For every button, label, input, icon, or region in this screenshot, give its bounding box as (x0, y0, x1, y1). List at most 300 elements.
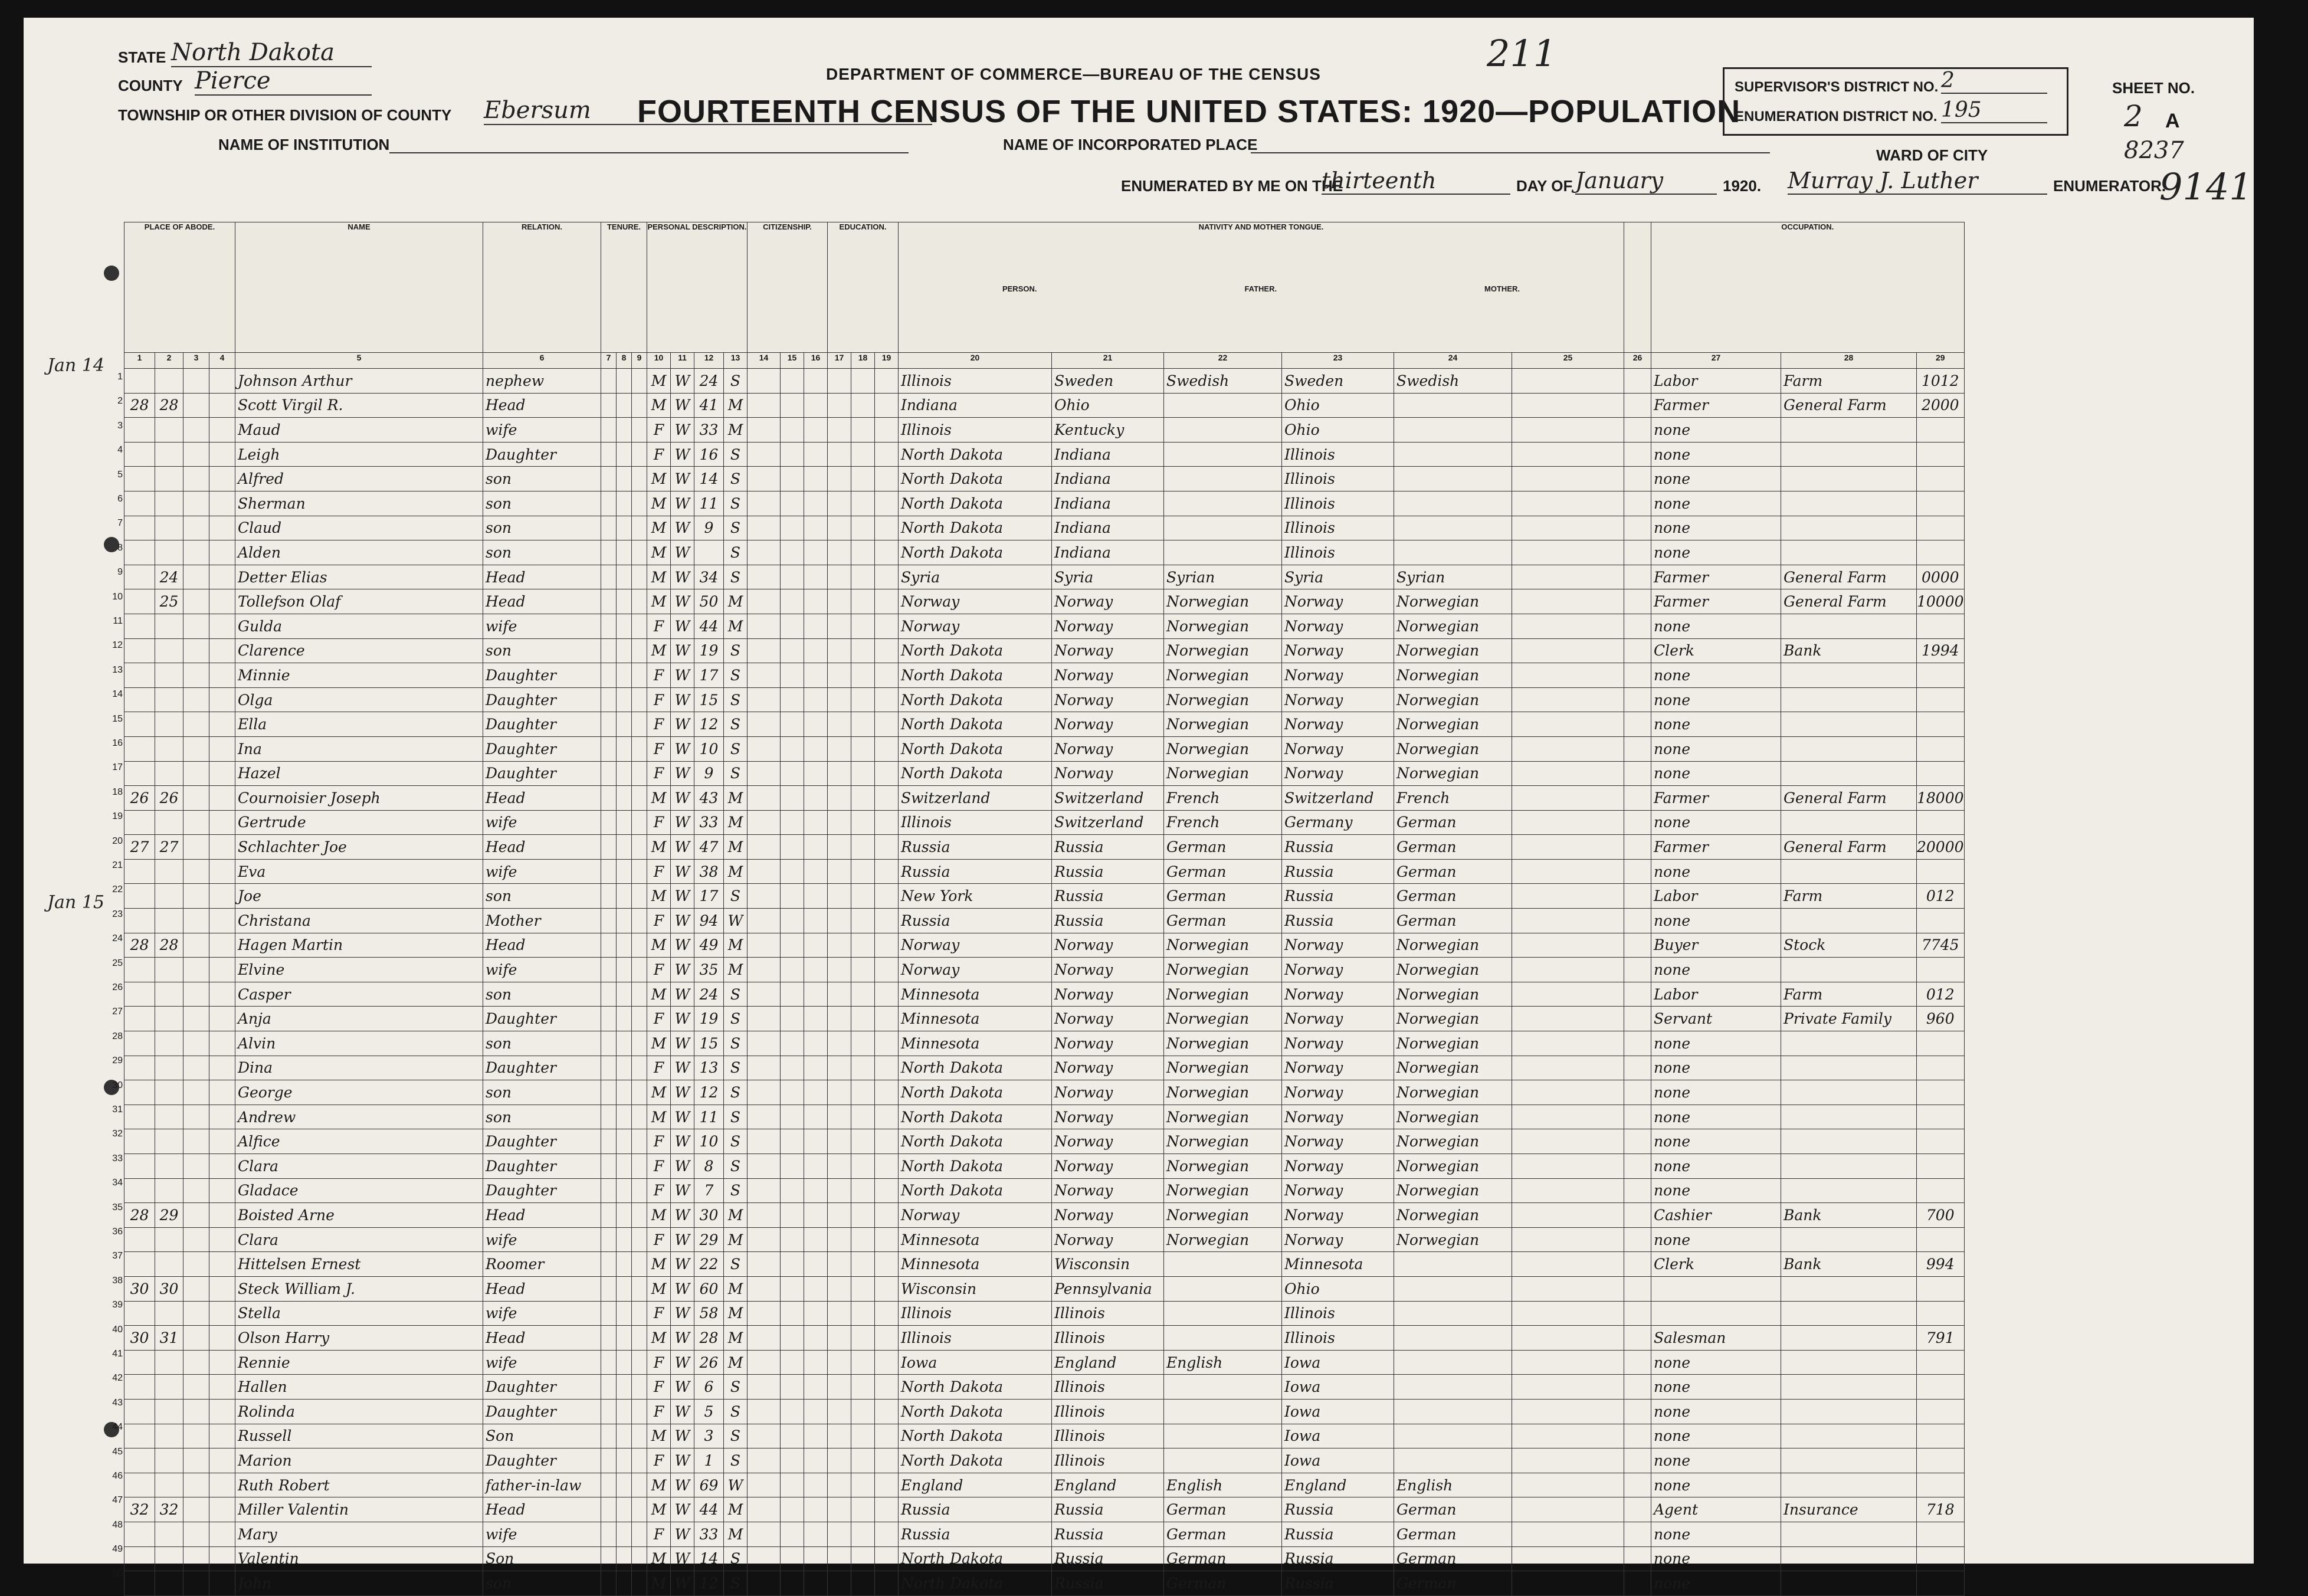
education-header: EDUCATION. (828, 222, 899, 353)
occupation-code (1917, 1301, 1965, 1326)
blank-cell (183, 1497, 209, 1522)
blank-cell (183, 687, 209, 712)
mother-birthplace: Iowa (1282, 1424, 1394, 1448)
person-name: Rennie (235, 1350, 483, 1375)
occupation: Servant (1651, 1007, 1781, 1031)
occupation: none (1651, 491, 1781, 516)
marital-status: S (724, 467, 748, 491)
mother-birthplace: Norway (1282, 1178, 1394, 1203)
blank-cell (1624, 1252, 1651, 1277)
blank-cell (209, 1350, 235, 1375)
occupation-code: 20000 (1917, 835, 1965, 860)
dwelling-number (124, 491, 155, 516)
person-name: Cournoisier Joseph (235, 786, 483, 811)
mother-birthplace: Norway (1282, 712, 1394, 737)
dwelling-number (124, 614, 155, 638)
father-birthplace: Indiana (1052, 491, 1164, 516)
mother-birthplace: Russia (1282, 859, 1394, 884)
blank-cell (617, 712, 632, 737)
race: W (671, 1350, 694, 1375)
blank-cell (828, 958, 851, 982)
blank-cell (1512, 442, 1624, 467)
blank-cell (781, 1056, 804, 1080)
blank-cell (617, 418, 632, 443)
blank-cell (601, 958, 617, 982)
blank-cell (748, 1154, 781, 1179)
table-row (124, 540, 1965, 565)
blank-cell (804, 1007, 828, 1031)
occupation-code: 0000 (1917, 565, 1965, 589)
blank-cell (804, 1105, 828, 1129)
blank-cell (781, 565, 804, 589)
mother-birthplace: Norway (1282, 1080, 1394, 1105)
blank-cell (632, 369, 647, 394)
age: 60 (694, 1276, 724, 1301)
occupation: none (1651, 1056, 1781, 1080)
blank-cell (209, 1301, 235, 1326)
blank-cell (875, 1301, 899, 1326)
blank-cell (1512, 1546, 1624, 1571)
blank-cell (804, 418, 828, 443)
father-mother-tongue: Norwegian (1164, 958, 1282, 982)
table-row (124, 1056, 1965, 1080)
blank-cell (601, 540, 617, 565)
person-name: Maud (235, 418, 483, 443)
blank-cell (209, 1375, 235, 1400)
blank-cell (828, 418, 851, 443)
blank-cell (617, 1473, 632, 1497)
blank-cell (1624, 1448, 1651, 1473)
blank-cell (804, 1350, 828, 1375)
occupation-code (1917, 516, 1965, 540)
blank-cell (1624, 1080, 1651, 1105)
sex: F (647, 859, 671, 884)
blank-cell (875, 1326, 899, 1351)
birthplace: Russia (899, 1497, 1052, 1522)
race: W (671, 369, 694, 394)
line-number: 44 (112, 1422, 123, 1433)
blank-cell (748, 1350, 781, 1375)
relationship: Head (483, 786, 601, 811)
father-mother-tongue (1164, 418, 1282, 443)
person-name: Joe (235, 884, 483, 909)
mother-birthplace: Illinois (1282, 1326, 1394, 1351)
line-number: 10 (112, 591, 123, 602)
father-birthplace: Indiana (1052, 467, 1164, 491)
mother-mother-tongue (1394, 1424, 1512, 1448)
line-number: 30 (112, 1080, 123, 1090)
race: W (671, 1105, 694, 1129)
blank-cell (804, 663, 828, 688)
blank-cell (1624, 1154, 1651, 1179)
age: 10 (694, 1129, 724, 1154)
person-name: Boisted Arne (235, 1203, 483, 1228)
blank-cell (851, 1326, 875, 1351)
person-name: Johnson Arthur (235, 369, 483, 394)
blank-cell (851, 958, 875, 982)
blank-cell (1624, 589, 1651, 614)
blank-cell (781, 1473, 804, 1497)
blank-cell (804, 1326, 828, 1351)
relationship: Roomer (483, 1252, 601, 1277)
occupation-code (1917, 909, 1965, 933)
blank-cell (632, 1031, 647, 1056)
blank-cell (617, 835, 632, 860)
blank-cell (601, 933, 617, 958)
blank-cell (183, 1326, 209, 1351)
occupation-code: 012 (1917, 884, 1965, 909)
blank-cell (804, 614, 828, 638)
occupation: Labor (1651, 369, 1781, 394)
blank-cell (209, 687, 235, 712)
year-label: 1920. (1723, 177, 1762, 195)
census-table (124, 222, 1965, 1596)
age: 5 (694, 1399, 724, 1424)
relationship: wife (483, 1301, 601, 1326)
institution-line (389, 151, 909, 153)
mother-mother-tongue: Norwegian (1394, 1203, 1512, 1228)
blank-cell (875, 1056, 899, 1080)
birthplace: North Dakota (899, 1424, 1052, 1448)
industry (1781, 418, 1917, 443)
blank-cell (601, 467, 617, 491)
blank-cell (875, 1546, 899, 1571)
industry (1781, 712, 1917, 737)
blank-cell (183, 1350, 209, 1375)
sex: F (647, 1227, 671, 1252)
blank-cell (748, 1571, 781, 1596)
line-number: 15 (112, 713, 123, 724)
father-mother-tongue: Norwegian (1164, 1031, 1282, 1056)
age: 34 (694, 565, 724, 589)
enumerator-label: ENUMERATOR. (2053, 177, 2166, 195)
incorporated-label: NAME OF INCORPORATED PLACE (1003, 136, 1258, 153)
blank-cell (781, 1178, 804, 1203)
blank-cell (183, 859, 209, 884)
blank-cell (828, 1203, 851, 1228)
occupation: none (1651, 540, 1781, 565)
person-name: Alden (235, 540, 483, 565)
column-number: 8 (617, 353, 632, 369)
occupation: none (1651, 1522, 1781, 1546)
birthplace: Norway (899, 958, 1052, 982)
blank-cell (183, 786, 209, 811)
blank-cell (601, 982, 617, 1007)
blank-cell (1512, 761, 1624, 786)
blank-cell (804, 516, 828, 540)
dwelling-number (124, 736, 155, 761)
dwelling-number (124, 1301, 155, 1326)
blank-cell (875, 1375, 899, 1400)
blank-cell (1512, 958, 1624, 982)
father-birthplace: Illinois (1052, 1399, 1164, 1424)
occupation-code (1917, 1571, 1965, 1596)
table-row (124, 884, 1965, 909)
occupation: none (1651, 1129, 1781, 1154)
line-number: 1 (117, 372, 123, 382)
blank-cell (601, 1105, 617, 1129)
line-number: 36 (112, 1227, 123, 1237)
dwelling-number: 30 (124, 1276, 155, 1301)
occupation: none (1651, 1080, 1781, 1105)
blank-cell (601, 884, 617, 909)
relationship: Mother (483, 909, 601, 933)
relationship: son (483, 540, 601, 565)
blank-cell (1624, 1105, 1651, 1129)
blank-cell (748, 614, 781, 638)
industry (1781, 614, 1917, 638)
mother-mother-tongue (1394, 1375, 1512, 1400)
table-row (124, 638, 1965, 663)
blank-cell (851, 1080, 875, 1105)
occupation (1651, 1301, 1781, 1326)
blank-cell (209, 761, 235, 786)
blank-cell (1624, 1007, 1651, 1031)
age: 9 (694, 761, 724, 786)
occupation: Farmer (1651, 565, 1781, 589)
blank-cell (209, 1522, 235, 1546)
blank-cell (851, 933, 875, 958)
father-mother-tongue: Norwegian (1164, 1154, 1282, 1179)
occupation: Clerk (1651, 1252, 1781, 1277)
family-number (155, 810, 183, 835)
blank-cell (828, 1399, 851, 1424)
father-birthplace: Illinois (1052, 1375, 1164, 1400)
blank-cell (632, 761, 647, 786)
blank-cell (748, 909, 781, 933)
blank-cell (209, 1178, 235, 1203)
sex: M (647, 1424, 671, 1448)
blank-cell (632, 1227, 647, 1252)
relationship: Head (483, 1203, 601, 1228)
blank-cell (748, 859, 781, 884)
race: W (671, 786, 694, 811)
occupation-code (1917, 1276, 1965, 1301)
father-birthplace: Pennsylvania (1052, 1276, 1164, 1301)
father-mother-tongue: Norwegian (1164, 1203, 1282, 1228)
mother-birthplace: Iowa (1282, 1448, 1394, 1473)
birthplace: Minnesota (899, 1031, 1052, 1056)
blank-cell (632, 909, 647, 933)
birthplace: North Dakota (899, 1399, 1052, 1424)
blank-cell (617, 859, 632, 884)
blank-cell (617, 1252, 632, 1277)
blank-cell (209, 1276, 235, 1301)
enumerator-name: Murray J. Luther (1788, 168, 2047, 195)
sex: F (647, 909, 671, 933)
blank-cell (1512, 909, 1624, 933)
blank-cell (875, 958, 899, 982)
person-name: Eva (235, 859, 483, 884)
industry (1781, 1473, 1917, 1497)
marital-status: S (724, 1571, 748, 1596)
blank-cell (851, 1178, 875, 1203)
occupation-code (1917, 1473, 1965, 1497)
occupation-code: 1994 (1917, 638, 1965, 663)
marital-status: S (724, 712, 748, 737)
blank-cell (632, 736, 647, 761)
dwelling-number (124, 467, 155, 491)
blank-cell (748, 1227, 781, 1252)
blank-cell (617, 1056, 632, 1080)
blank-cell (209, 1399, 235, 1424)
occupation-code: 7745 (1917, 933, 1965, 958)
blank-cell (851, 1399, 875, 1424)
blank-cell (875, 1252, 899, 1277)
relationship: Daughter (483, 663, 601, 688)
blank-cell (617, 491, 632, 516)
blank-cell (601, 1178, 617, 1203)
blank-cell (209, 516, 235, 540)
marital-status: S (724, 736, 748, 761)
column-number: 27 (1651, 353, 1781, 369)
industry (1781, 687, 1917, 712)
dwelling-number: 32 (124, 1497, 155, 1522)
blank-cell (851, 442, 875, 467)
blank-cell (632, 786, 647, 811)
blank-cell (617, 1227, 632, 1252)
occupation-code (1917, 1375, 1965, 1400)
blank-cell (1624, 1473, 1651, 1497)
dwelling-number: 30 (124, 1326, 155, 1351)
father-birthplace: Russia (1052, 1497, 1164, 1522)
father-mother-tongue (1164, 516, 1282, 540)
blank-cell (875, 1203, 899, 1228)
family-number (155, 1080, 183, 1105)
column-number: 9 (632, 353, 647, 369)
blank-cell (632, 491, 647, 516)
blank-cell (632, 1154, 647, 1179)
blank-cell (617, 1350, 632, 1375)
birthplace: North Dakota (899, 1105, 1052, 1129)
nativity-title: NATIVITY AND MOTHER TONGUE. (1198, 222, 1324, 231)
blank-cell (209, 884, 235, 909)
marital-status: S (724, 1080, 748, 1105)
blank-cell (1624, 1350, 1651, 1375)
occupation: none (1651, 1448, 1781, 1473)
dwelling-number (124, 859, 155, 884)
industry (1781, 1399, 1917, 1424)
blank-cell (1512, 1571, 1624, 1596)
blank-cell (601, 1301, 617, 1326)
birthplace: Minnesota (899, 1252, 1052, 1277)
industry (1781, 1424, 1917, 1448)
blank-cell (748, 369, 781, 394)
blank-cell (781, 1448, 804, 1473)
blank-cell (781, 1424, 804, 1448)
age: 47 (694, 835, 724, 860)
family-number (155, 1424, 183, 1448)
marital-status: M (724, 1350, 748, 1375)
blank-cell (617, 1105, 632, 1129)
race: W (671, 687, 694, 712)
father-mother-tongue: Norwegian (1164, 1129, 1282, 1154)
father-subheader: FATHER. (1244, 284, 1277, 293)
table-row (124, 1473, 1965, 1497)
blank-cell (748, 712, 781, 737)
marital-status: S (724, 1448, 748, 1473)
line-number: 38 (112, 1275, 123, 1286)
occupation-code (1917, 687, 1965, 712)
family-number (155, 1252, 183, 1277)
blank-cell (804, 442, 828, 467)
mother-subheader: MOTHER. (1484, 284, 1520, 293)
line-number: 12 (112, 640, 123, 651)
blank-cell (617, 1497, 632, 1522)
race: W (671, 884, 694, 909)
occupation: none (1651, 663, 1781, 688)
blank-cell (804, 1031, 828, 1056)
relationship: Daughter (483, 1129, 601, 1154)
blank-cell (617, 565, 632, 589)
family-number (155, 1007, 183, 1031)
blank-cell (828, 1424, 851, 1448)
birthplace: Minnesota (899, 1007, 1052, 1031)
column-number: 3 (183, 353, 209, 369)
blank-cell (1624, 1227, 1651, 1252)
blank-cell (804, 1178, 828, 1203)
marital-status: S (724, 1129, 748, 1154)
mother-mother-tongue: German (1394, 1522, 1512, 1546)
blank-cell (1512, 933, 1624, 958)
blank-cell (828, 1326, 851, 1351)
mother-birthplace: Russia (1282, 835, 1394, 860)
birthplace: North Dakota (899, 712, 1052, 737)
blank-cell (1624, 909, 1651, 933)
blank-cell (617, 1522, 632, 1546)
dwelling-number (124, 589, 155, 614)
sex: F (647, 1448, 671, 1473)
birthplace: England (899, 1473, 1052, 1497)
blank-cell (601, 1375, 617, 1400)
blank-cell (632, 393, 647, 418)
blank-cell (1624, 1178, 1651, 1203)
blank-cell (209, 958, 235, 982)
sex: M (647, 467, 671, 491)
marital-status: M (724, 393, 748, 418)
age (694, 540, 724, 565)
blank-cell (875, 1473, 899, 1497)
blank-cell (851, 1350, 875, 1375)
blank-cell (1512, 1154, 1624, 1179)
mother-mother-tongue: French (1394, 786, 1512, 811)
family-number (155, 712, 183, 737)
blank-cell (804, 369, 828, 394)
mother-birthplace: Norway (1282, 1007, 1394, 1031)
blank-cell (804, 786, 828, 811)
column-number: 7 (601, 353, 617, 369)
supervisor-label: SUPERVISOR'S DISTRICT NO. (1735, 79, 1939, 95)
ward-note: 8237 (2124, 137, 2184, 164)
occupation-code (1917, 1129, 1965, 1154)
family-number (155, 614, 183, 638)
blank-cell (632, 1276, 647, 1301)
marital-status: M (724, 1497, 748, 1522)
blank-cell (1624, 1301, 1651, 1326)
blank-cell (209, 442, 235, 467)
dwelling-number (124, 1546, 155, 1571)
mother-mother-tongue: Norwegian (1394, 663, 1512, 688)
blank-cell (632, 1448, 647, 1473)
blank-cell (781, 1546, 804, 1571)
blank-cell (804, 909, 828, 933)
relationship: Daughter (483, 761, 601, 786)
occupation-code (1917, 614, 1965, 638)
blank-cell (851, 516, 875, 540)
blank-cell (875, 393, 899, 418)
blank-cell (617, 958, 632, 982)
line-number: 18 (112, 786, 123, 797)
